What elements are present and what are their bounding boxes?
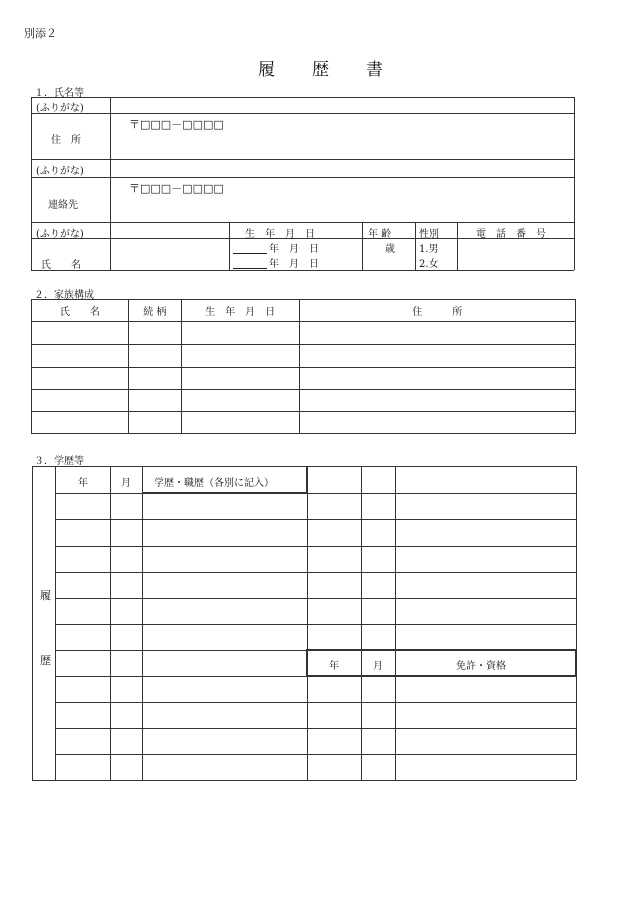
postal-code-address: 〒□□□－□□□□ — [129, 118, 224, 131]
table-row — [32, 368, 576, 390]
family-table — [31, 299, 576, 434]
contact-label: 連絡先 — [48, 200, 78, 211]
era-blank-line-1 — [233, 253, 267, 254]
family-col-relation: 続 柄 — [128, 300, 181, 322]
birthdate-line-1: 年 月 日 — [269, 244, 319, 255]
birthdate-header: 生 年 月 日 — [245, 229, 315, 240]
furigana-label-1: (ふりがな) — [36, 103, 84, 114]
history-col-month: 月 — [121, 478, 131, 489]
license-col-month: 月 — [373, 661, 383, 672]
phone-header: 電 話 番 号 — [476, 229, 546, 240]
section1-heading: １．氏名等 — [34, 88, 84, 99]
family-col-birthdate: 生 年 月 日 — [181, 300, 299, 322]
history-side-char-1: 履 — [40, 589, 51, 602]
era-blank-line-2 — [233, 268, 267, 269]
table-row — [32, 345, 576, 368]
birthdate-line-2: 年 月 日 — [269, 259, 319, 270]
family-col-name: 氏 名 — [32, 300, 129, 322]
furigana-label-2: (ふりがな) — [36, 166, 84, 177]
gender-male: 1.男 — [419, 244, 439, 255]
section3-heading: ３．学歴等 — [34, 456, 84, 467]
history-col-year: 年 — [78, 478, 88, 489]
furigana-label-3: (ふりがな) — [36, 229, 84, 240]
history-col-education: 学歴・職歴（各別に記入） — [154, 478, 274, 489]
table-row — [32, 412, 576, 434]
gender-header: 性別 — [419, 229, 439, 240]
annex-label: 別添２ — [24, 27, 57, 40]
age-unit: 歳 — [385, 244, 395, 255]
section2-heading: ２．家族構成 — [34, 290, 94, 301]
name-label: 氏 名 — [41, 260, 81, 271]
license-col-qualification: 免許・資格 — [456, 661, 506, 672]
history-side-char-2: 歴 — [40, 654, 51, 667]
family-col-address: 住 所 — [299, 300, 576, 322]
postal-code-contact: 〒□□□－□□□□ — [129, 182, 224, 195]
gender-female: 2.女 — [419, 259, 439, 270]
address-label: 住 所 — [51, 135, 81, 146]
page-title: 履 歴 書 — [258, 60, 384, 80]
age-header: 年 齢 — [368, 229, 392, 240]
table-row — [32, 390, 576, 412]
table-row — [32, 322, 576, 345]
license-col-year: 年 — [329, 661, 339, 672]
